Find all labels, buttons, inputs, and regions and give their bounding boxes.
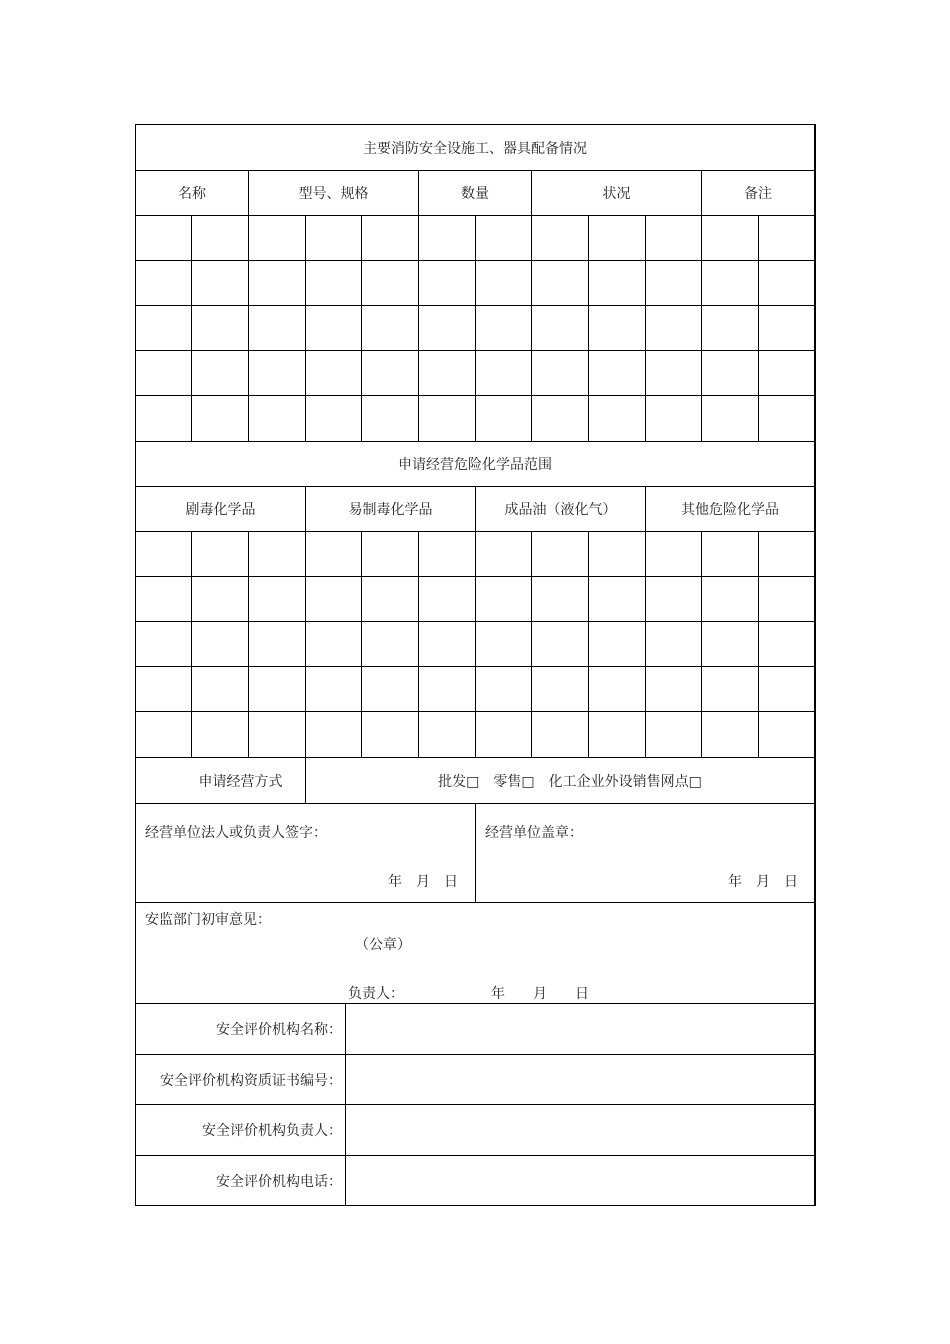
equipment-grid-cell[interactable] — [249, 351, 306, 396]
equipment-grid-cell[interactable] — [759, 396, 815, 442]
chemicals-grid-cell[interactable] — [589, 532, 646, 577]
chemicals-grid-cell[interactable] — [476, 532, 532, 577]
chemicals-grid-cell[interactable] — [646, 577, 702, 622]
equipment-grid-cell[interactable] — [476, 216, 532, 261]
chemicals-section-title: 申请经营危险化学品范围 — [136, 442, 815, 487]
chemicals-grid-cell[interactable] — [476, 622, 532, 667]
chemicals-grid-cell[interactable] — [702, 667, 759, 712]
chemicals-grid-cell[interactable] — [476, 712, 532, 758]
review-date: 年 月 日 — [491, 986, 589, 1002]
agency-head-label: 安全评价机构负责人： — [136, 1105, 346, 1156]
chemicals-grid-cell[interactable] — [476, 577, 532, 622]
equipment-grid-cell[interactable] — [476, 396, 532, 442]
chemicals-grid-cell[interactable] — [419, 577, 476, 622]
equipment-grid — [136, 216, 815, 442]
chemicals-grid-cell[interactable] — [306, 667, 362, 712]
chemicals-grid-cell[interactable] — [702, 622, 759, 667]
business-mode-label: 申请经营方式 — [136, 758, 306, 804]
equipment-header-model: 型号、规格 — [249, 171, 419, 216]
chemicals-grid-cell[interactable] — [759, 577, 815, 622]
equipment-grid-cell[interactable] — [589, 261, 646, 306]
chemicals-grid-cell[interactable] — [306, 712, 362, 758]
agency-certificate-input[interactable] — [346, 1055, 815, 1105]
chemicals-grid-cell[interactable] — [589, 667, 646, 712]
equipment-grid-cell[interactable] — [476, 306, 532, 351]
equipment-grid-cell[interactable] — [419, 396, 476, 442]
chemicals-grid-cell[interactable] — [136, 622, 192, 667]
equipment-grid-cell[interactable] — [532, 306, 589, 351]
chemicals-grid-cell[interactable] — [306, 622, 362, 667]
chemicals-grid-cell[interactable] — [646, 712, 702, 758]
review-label: 安监部门初审意见： — [145, 912, 271, 928]
equipment-grid-cell[interactable] — [136, 216, 192, 261]
equipment-grid-cell[interactable] — [192, 351, 249, 396]
chemicals-header-oil: 成品油（液化气） — [476, 487, 646, 532]
equipment-grid-cell[interactable] — [249, 261, 306, 306]
equipment-grid-cell[interactable] — [306, 396, 362, 442]
agency-name-input[interactable] — [346, 1004, 815, 1055]
chemicals-grid-cell[interactable] — [249, 667, 306, 712]
chemicals-grid-cell[interactable] — [306, 532, 362, 577]
equipment-grid-cell[interactable] — [192, 261, 249, 306]
legal-signature-date: 年 月 日 — [388, 874, 458, 890]
chemicals-grid-cell[interactable] — [646, 622, 702, 667]
agency-phone-label: 安全评价机构电话： — [136, 1156, 346, 1205]
equipment-header-remarks: 备注 — [702, 171, 815, 216]
chemicals-grid-cell[interactable] — [192, 532, 249, 577]
chemicals-grid-cell[interactable] — [362, 577, 419, 622]
equipment-grid-cell[interactable] — [362, 351, 419, 396]
chemicals-grid-cell[interactable] — [362, 532, 419, 577]
equipment-grid-cell[interactable] — [702, 396, 759, 442]
equipment-grid-cell[interactable] — [589, 216, 646, 261]
equipment-grid-cell[interactable] — [136, 261, 192, 306]
equipment-grid-cell[interactable] — [759, 261, 815, 306]
chemicals-grid-cell[interactable] — [589, 622, 646, 667]
chemicals-grid-cell[interactable] — [136, 577, 192, 622]
equipment-header-status: 状况 — [532, 171, 702, 216]
equipment-grid-cell[interactable] — [419, 351, 476, 396]
equipment-grid-cell[interactable] — [249, 306, 306, 351]
equipment-grid-cell[interactable] — [532, 261, 589, 306]
legal-signature-label: 经营单位法人或负责人签字： — [145, 825, 327, 841]
agency-name-label: 安全评价机构名称： — [136, 1004, 346, 1055]
chemicals-grid-cell[interactable] — [136, 532, 192, 577]
equipment-grid-cell[interactable] — [362, 216, 419, 261]
review-responsible: 负责人： — [348, 986, 404, 1002]
chemicals-grid-cell[interactable] — [249, 577, 306, 622]
chemicals-grid-cell[interactable] — [759, 667, 815, 712]
chemicals-header-other: 其他危险化学品 — [646, 487, 815, 532]
equipment-grid-cell[interactable] — [646, 351, 702, 396]
chemicals-grid-cell[interactable] — [419, 532, 476, 577]
equipment-grid-cell[interactable] — [759, 306, 815, 351]
equipment-header-quantity: 数量 — [419, 171, 532, 216]
equipment-grid-cell[interactable] — [419, 261, 476, 306]
chemicals-grid-cell[interactable] — [759, 622, 815, 667]
equipment-grid-cell[interactable] — [306, 261, 362, 306]
equipment-grid-cell[interactable] — [702, 261, 759, 306]
chemicals-grid-cell[interactable] — [362, 622, 419, 667]
equipment-grid-cell[interactable] — [192, 216, 249, 261]
equipment-grid-cell[interactable] — [192, 306, 249, 351]
equipment-grid-cell[interactable] — [646, 306, 702, 351]
chemicals-header-toxic: 剧毒化学品 — [136, 487, 306, 532]
chemicals-grid-cell[interactable] — [419, 667, 476, 712]
equipment-grid-cell[interactable] — [702, 216, 759, 261]
chemicals-grid-cell[interactable] — [192, 622, 249, 667]
equipment-grid-cell[interactable] — [532, 216, 589, 261]
chemicals-grid-cell[interactable] — [532, 667, 589, 712]
equipment-grid-cell[interactable] — [646, 216, 702, 261]
equipment-grid-cell[interactable] — [306, 216, 362, 261]
chemicals-grid-cell[interactable] — [306, 577, 362, 622]
chemicals-grid-cell[interactable] — [192, 577, 249, 622]
chemicals-grid-cell[interactable] — [419, 622, 476, 667]
chemicals-grid — [136, 532, 815, 758]
equipment-grid-cell[interactable] — [476, 261, 532, 306]
equipment-grid-cell[interactable] — [759, 351, 815, 396]
equipment-grid-cell[interactable] — [362, 306, 419, 351]
equipment-grid-cell[interactable] — [532, 396, 589, 442]
agency-phone-input[interactable] — [346, 1156, 815, 1205]
equipment-grid-cell[interactable] — [306, 351, 362, 396]
chemicals-grid-cell[interactable] — [249, 532, 306, 577]
chemicals-grid-cell[interactable] — [759, 532, 815, 577]
equipment-grid-cell[interactable] — [362, 261, 419, 306]
chemicals-grid-cell[interactable] — [532, 532, 589, 577]
equipment-grid-cell[interactable] — [136, 396, 192, 442]
chemicals-grid-cell[interactable] — [589, 712, 646, 758]
equipment-grid-cell[interactable] — [589, 351, 646, 396]
seal-date: 年 月 日 — [728, 874, 798, 890]
chemicals-grid-cell[interactable] — [646, 532, 702, 577]
chemicals-grid-cell[interactable] — [532, 622, 589, 667]
chemicals-grid-cell[interactable] — [362, 712, 419, 758]
chemicals-grid-cell[interactable] — [419, 712, 476, 758]
equipment-grid-cell[interactable] — [702, 351, 759, 396]
equipment-grid-cell[interactable] — [362, 396, 419, 442]
equipment-grid-cell[interactable] — [306, 306, 362, 351]
equipment-grid-cell[interactable] — [589, 396, 646, 442]
equipment-grid-cell[interactable] — [136, 351, 192, 396]
chemicals-grid-cell[interactable] — [249, 712, 306, 758]
seal-label: 经营单位盖章： — [485, 825, 583, 841]
equipment-grid-cell[interactable] — [646, 396, 702, 442]
equipment-grid-cell[interactable] — [759, 216, 815, 261]
equipment-grid-cell[interactable] — [192, 396, 249, 442]
equipment-grid-cell[interactable] — [702, 306, 759, 351]
equipment-grid-cell[interactable] — [476, 351, 532, 396]
business-mode-options[interactable]: 批发□ 零售□ 化工企业外设销售网点□ — [306, 758, 815, 804]
equipment-grid-cell[interactable] — [532, 351, 589, 396]
chemicals-header-precursor: 易制毒化学品 — [306, 487, 476, 532]
equipment-grid-cell[interactable] — [136, 306, 192, 351]
chemicals-grid-cell[interactable] — [589, 577, 646, 622]
equipment-grid-cell[interactable] — [249, 216, 306, 261]
equipment-grid-cell[interactable] — [419, 306, 476, 351]
chemicals-grid-cell[interactable] — [136, 667, 192, 712]
equipment-grid-cell[interactable] — [249, 396, 306, 442]
chemicals-grid-cell[interactable] — [192, 712, 249, 758]
chemicals-grid-cell[interactable] — [362, 667, 419, 712]
review-seal: （公章） — [355, 937, 411, 953]
equipment-section-title: 主要消防安全设施工、器具配备情况 — [136, 125, 815, 171]
chemicals-grid-cell[interactable] — [532, 577, 589, 622]
agency-certificate-label: 安全评价机构资质证书编号： — [136, 1055, 346, 1105]
application-form — [135, 124, 816, 1206]
equipment-grid-cell[interactable] — [419, 216, 476, 261]
chemicals-grid-cell[interactable] — [476, 667, 532, 712]
chemicals-grid-cell[interactable] — [702, 577, 759, 622]
chemicals-grid-cell[interactable] — [759, 712, 815, 758]
chemicals-grid-cell[interactable] — [249, 622, 306, 667]
chemicals-grid-cell[interactable] — [702, 712, 759, 758]
chemicals-grid-cell[interactable] — [192, 667, 249, 712]
equipment-header-name: 名称 — [136, 171, 249, 216]
agency-head-input[interactable] — [346, 1105, 815, 1156]
equipment-grid-cell[interactable] — [589, 306, 646, 351]
equipment-grid-cell[interactable] — [646, 261, 702, 306]
chemicals-grid-cell[interactable] — [702, 532, 759, 577]
chemicals-grid-cell[interactable] — [646, 667, 702, 712]
chemicals-grid-cell[interactable] — [136, 712, 192, 758]
chemicals-grid-cell[interactable] — [532, 712, 589, 758]
